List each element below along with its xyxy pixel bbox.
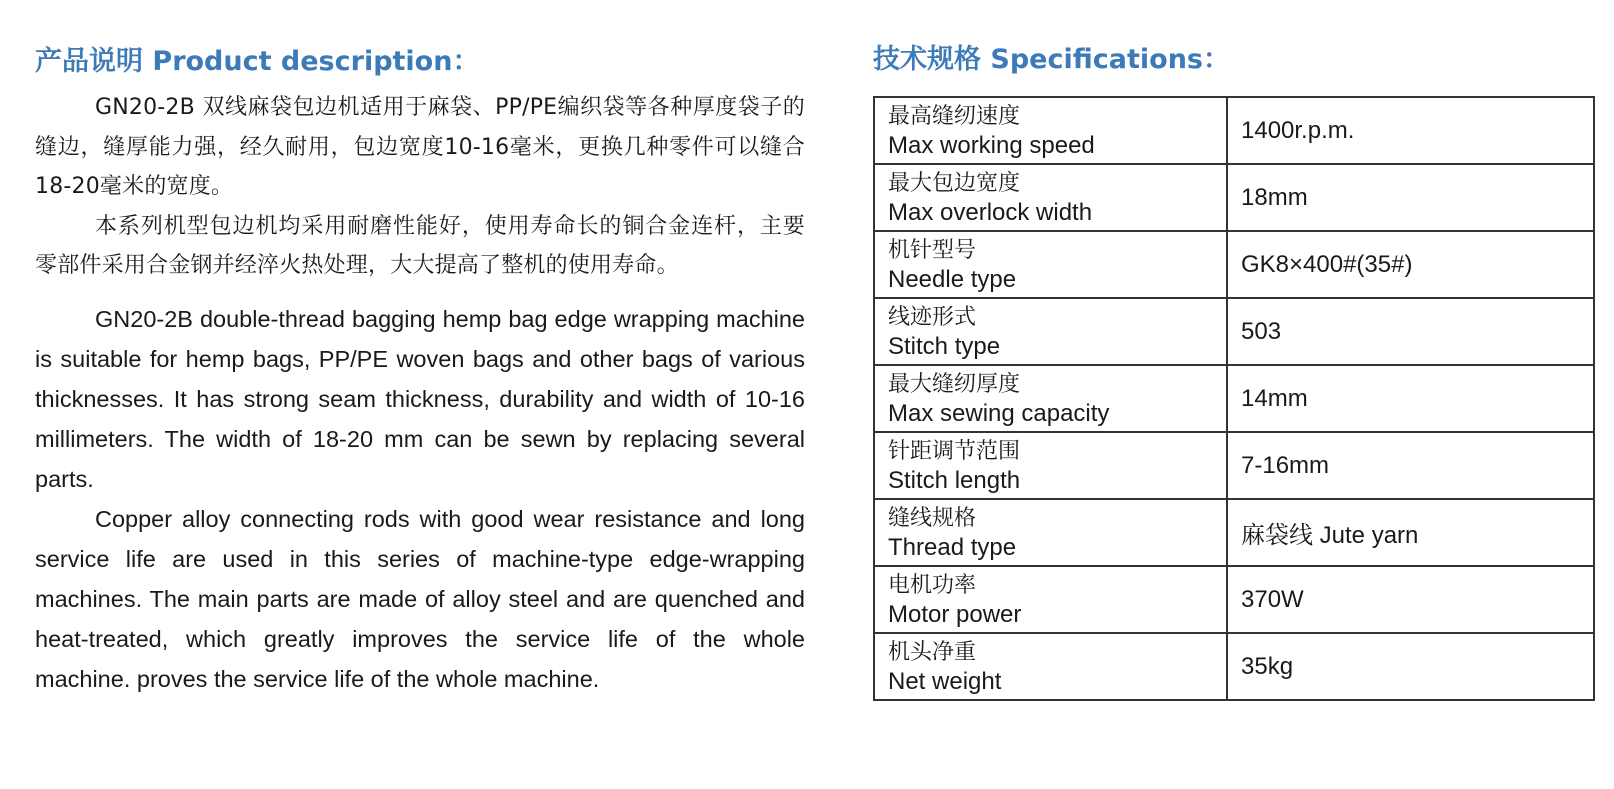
spec-label-cn: 针距调节范围 <box>888 438 1021 464</box>
spec-label-en: Needle type <box>888 265 1017 293</box>
spec-label-cn: 线迹形式 <box>888 304 977 330</box>
description-cn-paragraph-1: GN20-2B 双线麻袋包边机适用于麻袋、PP/PE编织袋等各种厚度袋子的缝边，缝厚能力强，经久耐用，包边宽度10-16毫米，更换几种零件可以缝合18-20毫米的宽度。 <box>35 95 805 199</box>
spec-value <box>1227 164 1594 231</box>
spec-label <box>874 432 1227 499</box>
specifications-title: 技术规格 Specifications： <box>873 44 1230 75</box>
spec-label-cn: 最大包边宽度 <box>888 170 1021 196</box>
table-row <box>874 365 1594 432</box>
table-row <box>874 633 1594 700</box>
spec-label <box>874 97 1227 164</box>
spec-value-text: GK8×400#(35#) <box>1241 250 1413 278</box>
spec-value-text: 7-16mm <box>1241 451 1330 479</box>
description-cn-paragraph-2: 本系列机型包边机均采用耐磨性能好，使用寿命长的铜合金连杆，主要零部件采用合金钢并经淬火热处理，大大提高了整机的使用寿命。 <box>35 213 805 278</box>
spec-label-en: Thread type <box>888 533 1017 561</box>
table-row <box>874 298 1594 365</box>
spec-value-text: 14mm <box>1241 384 1308 412</box>
spec-value <box>1227 633 1594 700</box>
table-row <box>874 164 1594 231</box>
spec-label-cn: 机针型号 <box>888 237 977 263</box>
spec-label-cn: 机头净重 <box>888 639 977 665</box>
spec-value-text: 18mm <box>1241 183 1308 211</box>
spec-label <box>874 566 1227 633</box>
spec-value <box>1227 298 1594 365</box>
description-en-paragraph-1: GN20-2B double-thread bagging hemp bag edge wrapping machine is suitable for hemp bags, PP/PE woven bags and other bags of various thicknesses. It has strong seam thickness, durability and width of 10-16 millimeters. The width of 18-20 mm can be sewn by replacing several parts. <box>35 305 805 492</box>
spec-value <box>1227 499 1594 566</box>
table-row <box>874 499 1594 566</box>
table-row <box>874 566 1594 633</box>
spec-value-text: 35kg <box>1241 652 1294 680</box>
spec-label-en: Max working speed <box>888 131 1095 159</box>
spec-label-cn: 缝线规格 <box>888 505 977 531</box>
spec-value <box>1227 231 1594 298</box>
spec-value <box>1227 566 1594 633</box>
spec-label <box>874 164 1227 231</box>
spec-value <box>1227 97 1594 164</box>
spec-label-cn: 最大缝纫厚度 <box>888 371 1021 397</box>
spec-label-en: Motor power <box>888 600 1022 628</box>
table-row <box>874 231 1594 298</box>
spec-label-en: Max overlock width <box>888 198 1093 226</box>
spec-label-cn: 电机功率 <box>888 572 977 598</box>
spec-label-cn: 最高缝纫速度 <box>888 103 1021 129</box>
spec-label-en: Max sewing capacity <box>888 399 1110 427</box>
product-description-title: 产品说明 Product description： <box>35 46 480 77</box>
table-row <box>874 432 1594 499</box>
description-en-paragraph-2: Copper alloy connecting rods with good wear resistance and long service life are used in this series of machine-type edge-wrapping machines. The main parts are made of alloy steel and are quenched and heat-treated, which greatly improves the service life of the whole machine. proves the service life of the whole machine. <box>35 505 805 692</box>
spec-value <box>1227 365 1594 432</box>
spec-value-text: 503 <box>1241 317 1282 345</box>
spec-label-en: Stitch type <box>888 332 1001 360</box>
specifications-table <box>873 96 1595 701</box>
spec-label <box>874 633 1227 700</box>
spec-label <box>874 365 1227 432</box>
spec-label <box>874 298 1227 365</box>
spec-value <box>1227 432 1594 499</box>
spec-label-en: Stitch length <box>888 466 1021 494</box>
spec-label-en: Net weight <box>888 667 1002 695</box>
specifications-section <box>873 38 1595 701</box>
spec-value-text: 1400r.p.m. <box>1241 116 1355 144</box>
spec-label <box>874 231 1227 298</box>
spec-value-text: 麻袋线 Jute yarn <box>1241 522 1419 549</box>
spec-value-text: 370W <box>1241 585 1304 613</box>
table-row <box>874 97 1594 164</box>
spec-label <box>874 499 1227 566</box>
product-description-section <box>35 40 805 699</box>
